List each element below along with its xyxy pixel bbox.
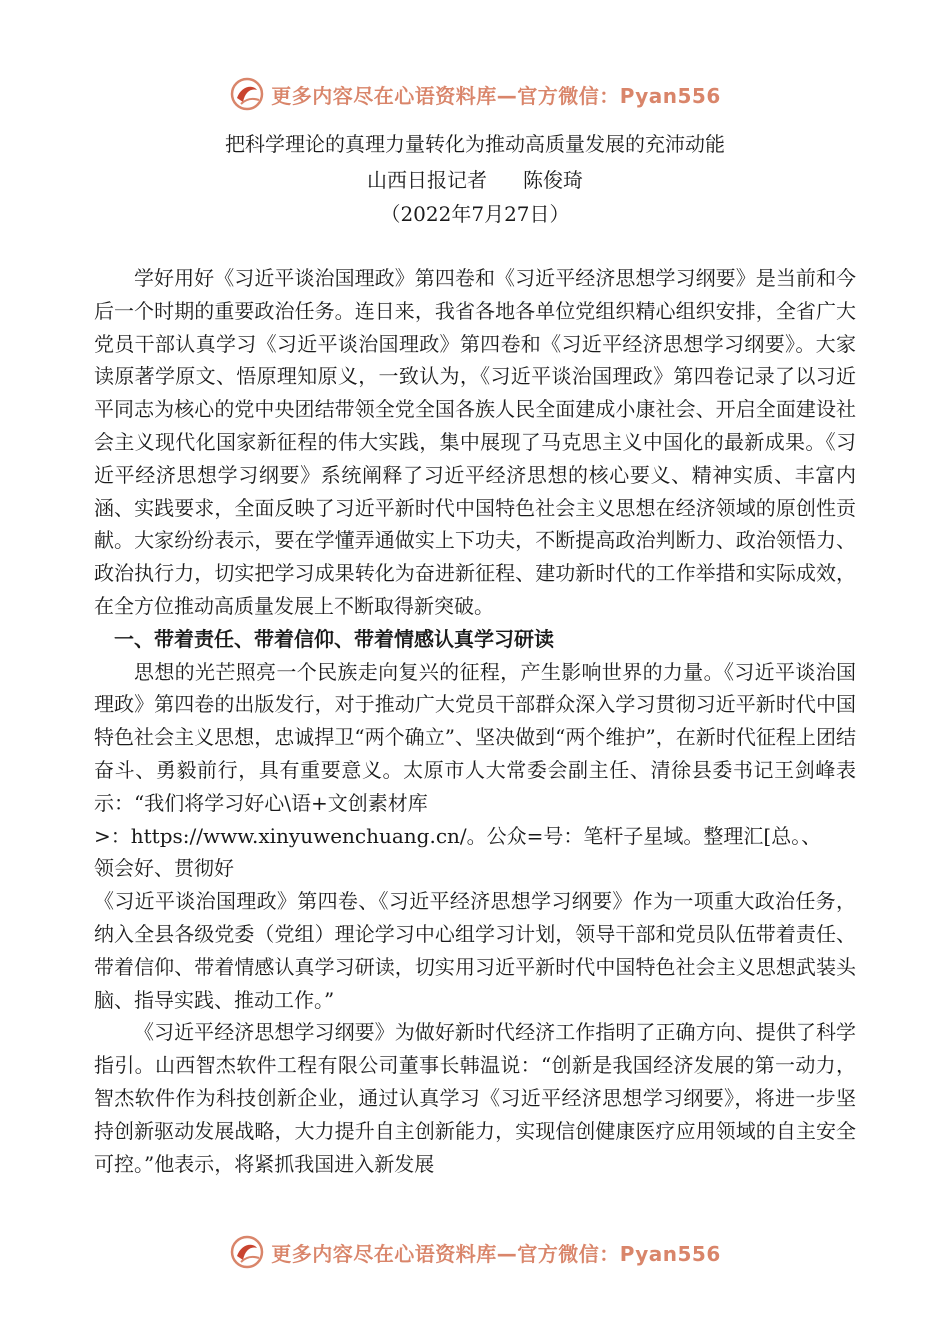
paragraph: 思想的光芒照亮一个民族走向复兴的征程，产生影响世界的力量。《习近平谈治国理政》第四卷的出版发行，对于推动广大党员干部群众深入学习贯彻习近平新时代中国特色社会主义思想，忠诚捍卫“两个确立”、坚决做到“两个维护”，在新时代征程上团结奋斗、勇毅前行，具有重要意义。太原市人大常委会副主任、清徐县委书记王剑峰表示：“我们将学习好心\语+文创素材库 <box>94 659 856 815</box>
watermark-text: 更多内容尽在心语资料库—官方微信：Pyan556 <box>271 1241 721 1266</box>
article-date: （2022年7月27日） <box>380 202 570 226</box>
watermark-banner-top <box>0 74 950 114</box>
watermark-logo-icon <box>229 1234 265 1270</box>
article-byline <box>0 166 950 194</box>
paragraph: 《习近平经济思想学习纲要》为做好新时代经济工作指明了正确方向、提供了科学指引。山西智杰软件工程有限公司董事长韩温说：“创新是我国经济发展的第一动力，智杰软件作为科技创新企业，通过认真学习《习近平经济思想学习纲要》，将进一步坚持创新驱动发展战略，大力提升自主创新能力，实现信创健康医疗应用领域的自主安全可控。”他表示，将紧抓我国进入新发展 <box>94 1020 856 1176</box>
section-heading: 一、带着责任、带着信仰、带着情感认真学习研读 <box>114 626 554 651</box>
byline-outlet: 山西日报记者 <box>367 168 487 192</box>
byline-author: 陈俊琦 <box>523 168 583 192</box>
paragraph-fragment: 领会好、贯彻好 <box>94 856 234 881</box>
watermark-text: 更多内容尽在心语资料库—官方微信：Pyan556 <box>271 83 721 108</box>
url-text: >：https://www.xinyuwenchuang.cn/。公众=号：笔杆子星域。整理汇[总。、 <box>94 823 822 848</box>
paragraph-url-line <box>94 820 856 853</box>
watermark-logo-icon <box>229 76 265 112</box>
watermark-banner-bottom <box>0 1232 950 1272</box>
article-body <box>94 262 856 1180</box>
paragraph: 学好用好《习近平谈治国理政》第四卷和《习近平经济思想学习纲要》是当前和今后一个时期的重要政治任务。连日来，我省各地各单位党组织精心组织安排，全省广大党员干部认真学习《习近平谈治国理政》第四卷和《习近平经济思想学习纲要》。大家读原著学原文、悟原理知原义，一致认为，《习近平谈治国理政》第四卷记录了以习近平同志为核心的党中央团结带领全党全国各族人民全面建成小康社会、开启全面建设社会主义现代化国家新征程的伟大实践，集中展现了马克思主义中国化的最新成果。《习近平经济思想学习纲要》系统阐释了习近平经济思想的核心要义、精神实质、丰富内涵、实践要求，全面反映了习近平新时代中国特色社会主义思想在经济领域的原创性贡献。大家纷纷表示，要在学懂弄通做实上下功夫，不断提高政治判断力、政治领悟力、政治执行力，切实把学习成果转化为奋进新征程、建功新时代的工作举措和实际成效，在全方位推动高质量发展上不断取得新突破。 <box>94 266 856 618</box>
article-title: 把科学理论的真理力量转化为推动高质量发展的充沛动能 <box>225 132 725 156</box>
paragraph: 《习近平谈治国理政》第四卷、《习近平经济思想学习纲要》作为一项重大政治任务，纳入全县各级党委（党组）理论学习中心组学习计划，领导干部和党员队伍带着责任、带着信仰、带着情感认真学习研读，切实用习近平新时代中国特色社会主义思想武装头脑、指导实践、推动工作。” <box>94 889 856 1012</box>
